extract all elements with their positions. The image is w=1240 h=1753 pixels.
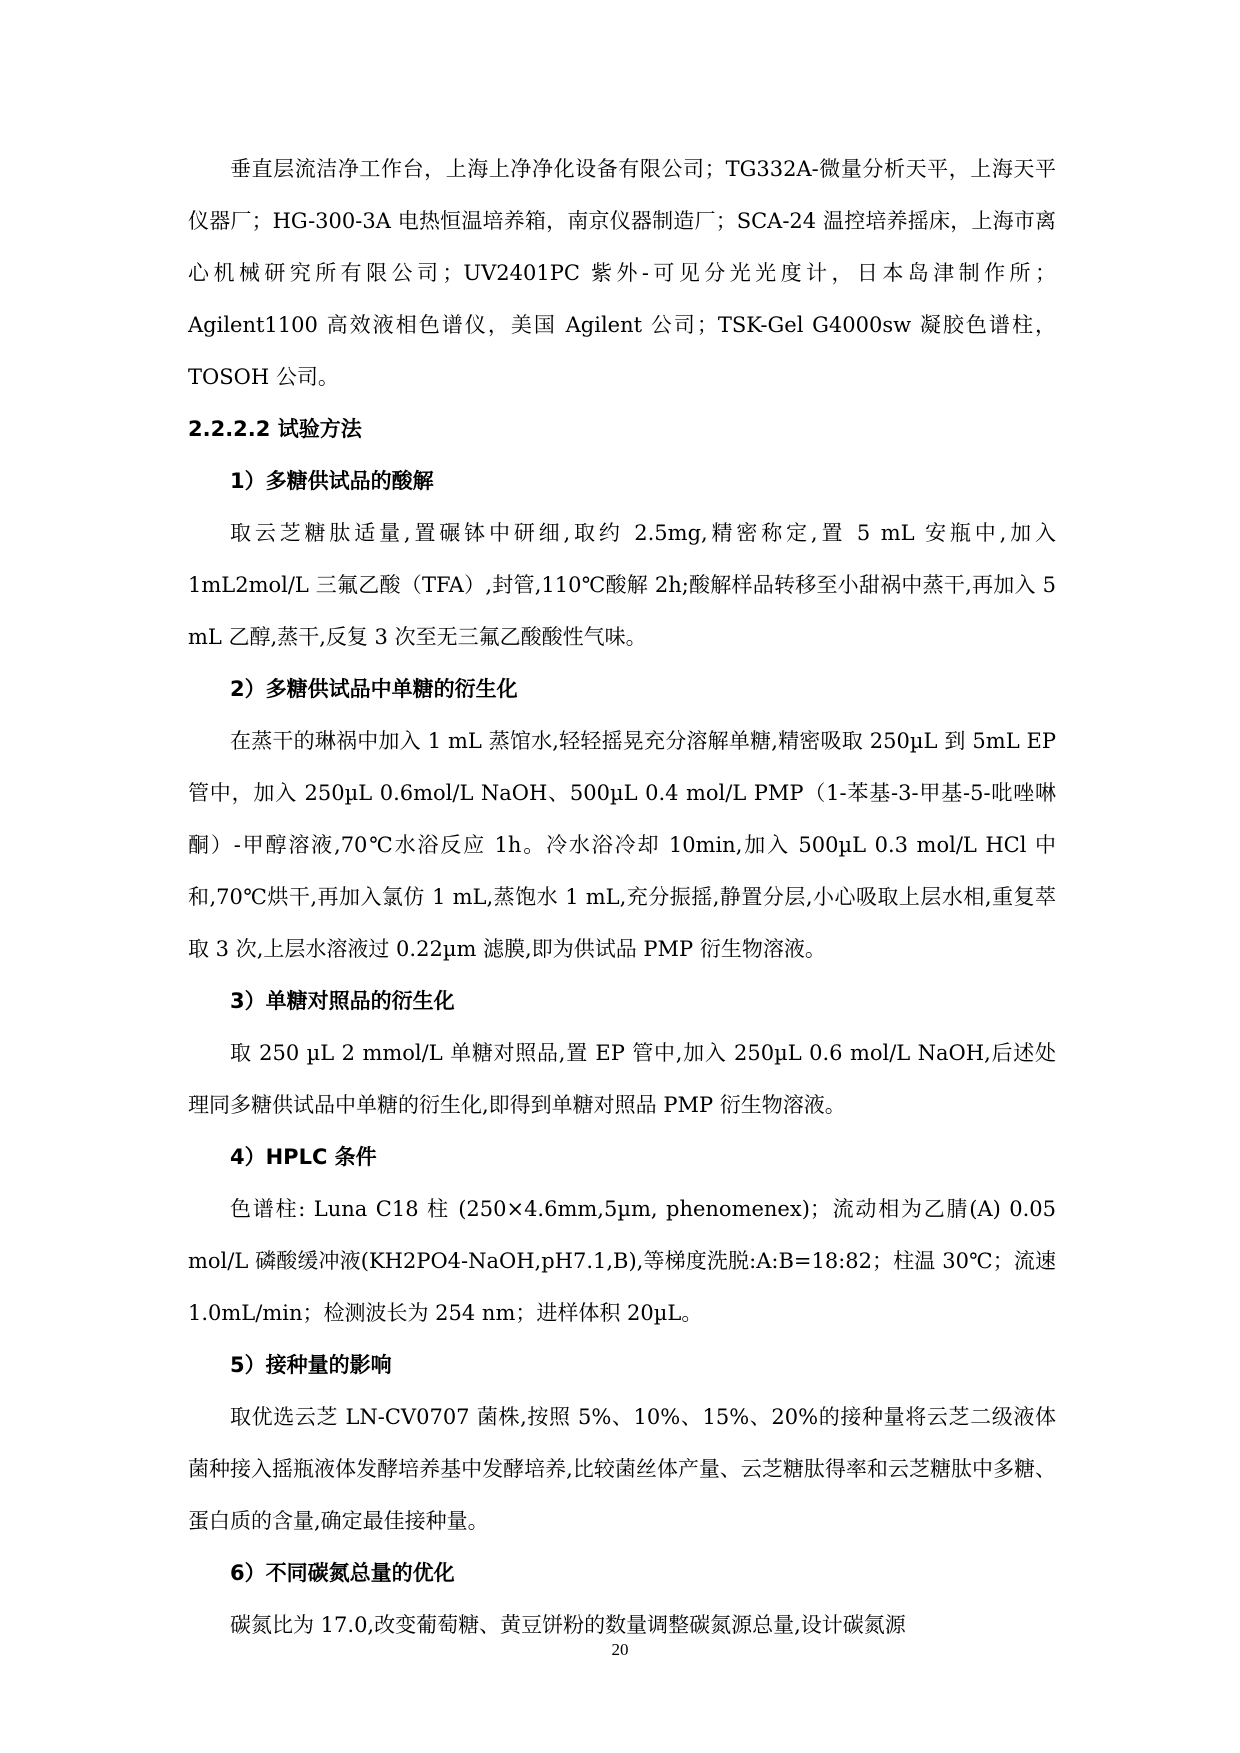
step3-heading: 3）单糖对照品的衍生化 (230, 989, 455, 1013)
step5-heading: 5）接种量的影响 (230, 1353, 392, 1377)
step4-heading: 4）HPLC 条件 (230, 1145, 377, 1169)
step1-heading: 1）多糖供试品的酸解 (230, 469, 434, 493)
section-heading: 2.2.2.2 试验方法 (188, 417, 362, 441)
step2-paragraph: 在蒸干的琳祸中加入 1 mL 蒸馆水,轻轻摇晃充分溶解单糖,精密吸取 250µL 到 5mL EP 管中，加入 250µL 0.6mol/L NaOH、500µL 0.4 mol/L PMP（1-苯基-3-甲基-5-吡唑啉酮）-甲醇溶液,70℃水浴反应 1h。冷水浴冷却 10min,加入 500µL 0.3 mol/L HCl 中和,70℃烘干,再加入氯仿 1 mL,蒸饱水 1 mL,充分振摇,静置分层,小心吸取上层水相,重复萃取 3 次,上层水溶液过 0.22µm 滤膜,即为供试品 PMP 衍生物溶液。 (188, 729, 1056, 961)
step5-paragraph: 取优选云芝 LN-CV0707 菌株,按照 5%、10%、15%、20%的接种量将云芝二级液体菌种接入摇瓶液体发酵培养基中发酵培养,比较菌丝体产量、云芝糖肽得率和云芝糖肽中多糖、蛋白质的含量,确定最佳接种量。 (188, 1405, 1056, 1533)
step3-paragraph: 取 250 µL 2 mmol/L 单糖对照品,置 EP 管中,加入 250µL 0.6 mol/L NaOH,后述处理同多糖供试品中单糖的衍生化,即得到单糖对照品 PMP 衍生物溶液。 (188, 1041, 1056, 1117)
step6-paragraph: 碳氮比为 17.0,改变葡萄糖、黄豆饼粉的数量调整碳氮源总量,设计碳氮源 (230, 1613, 906, 1637)
step4-paragraph: 色谱柱: Luna C18 柱 (250×4.6mm,5µm, phenomenex)；流动相为乙腈(A) 0.05 mol/L 磷酸缓冲液(KH2PO4-NaOH,pH7.1,B),等梯度洗脱:A:B=18:82；柱温 30℃；流速 1.0mL/min；检测波长为 254 nm；进样体积 20µL。 (188, 1197, 1056, 1325)
step1-paragraph: 取云芝糖肽适量,置碾钵中研细,取约 2.5mg,精密称定,置 5 mL 安瓶中,加入 1mL2mol/L 三氟乙酸（TFA）,封管,110℃酸解 2h;酸解样品转移至小甜祸中蒸干,再加入 5 mL 乙醇,蒸干,反复 3 次至无三氟乙酸酸性气味。 (188, 521, 1056, 649)
step6-heading: 6）不同碳氮总量的优化 (230, 1561, 455, 1585)
page-body (188, 143, 1056, 1651)
equipment-paragraph: 垂直层流洁净工作台，上海上净净化设备有限公司；TG332A-微量分析天平，上海天平仪器厂；HG-300-3A 电热恒温培养箱，南京仪器制造厂；SCA-24 温控培养摇床，上海市离心机械研究所有限公司；UV2401PC 紫外-可见分光光度计，日本岛津制作所；Agilent1100 高效液相色谱仪，美国 Agilent 公司；TSK-Gel G4000sw 凝胶色谱柱，TOSOH 公司。 (188, 157, 1056, 389)
page-number: 20 (611, 1640, 629, 1659)
step2-heading: 2）多糖供试品中单糖的衍生化 (230, 677, 518, 701)
